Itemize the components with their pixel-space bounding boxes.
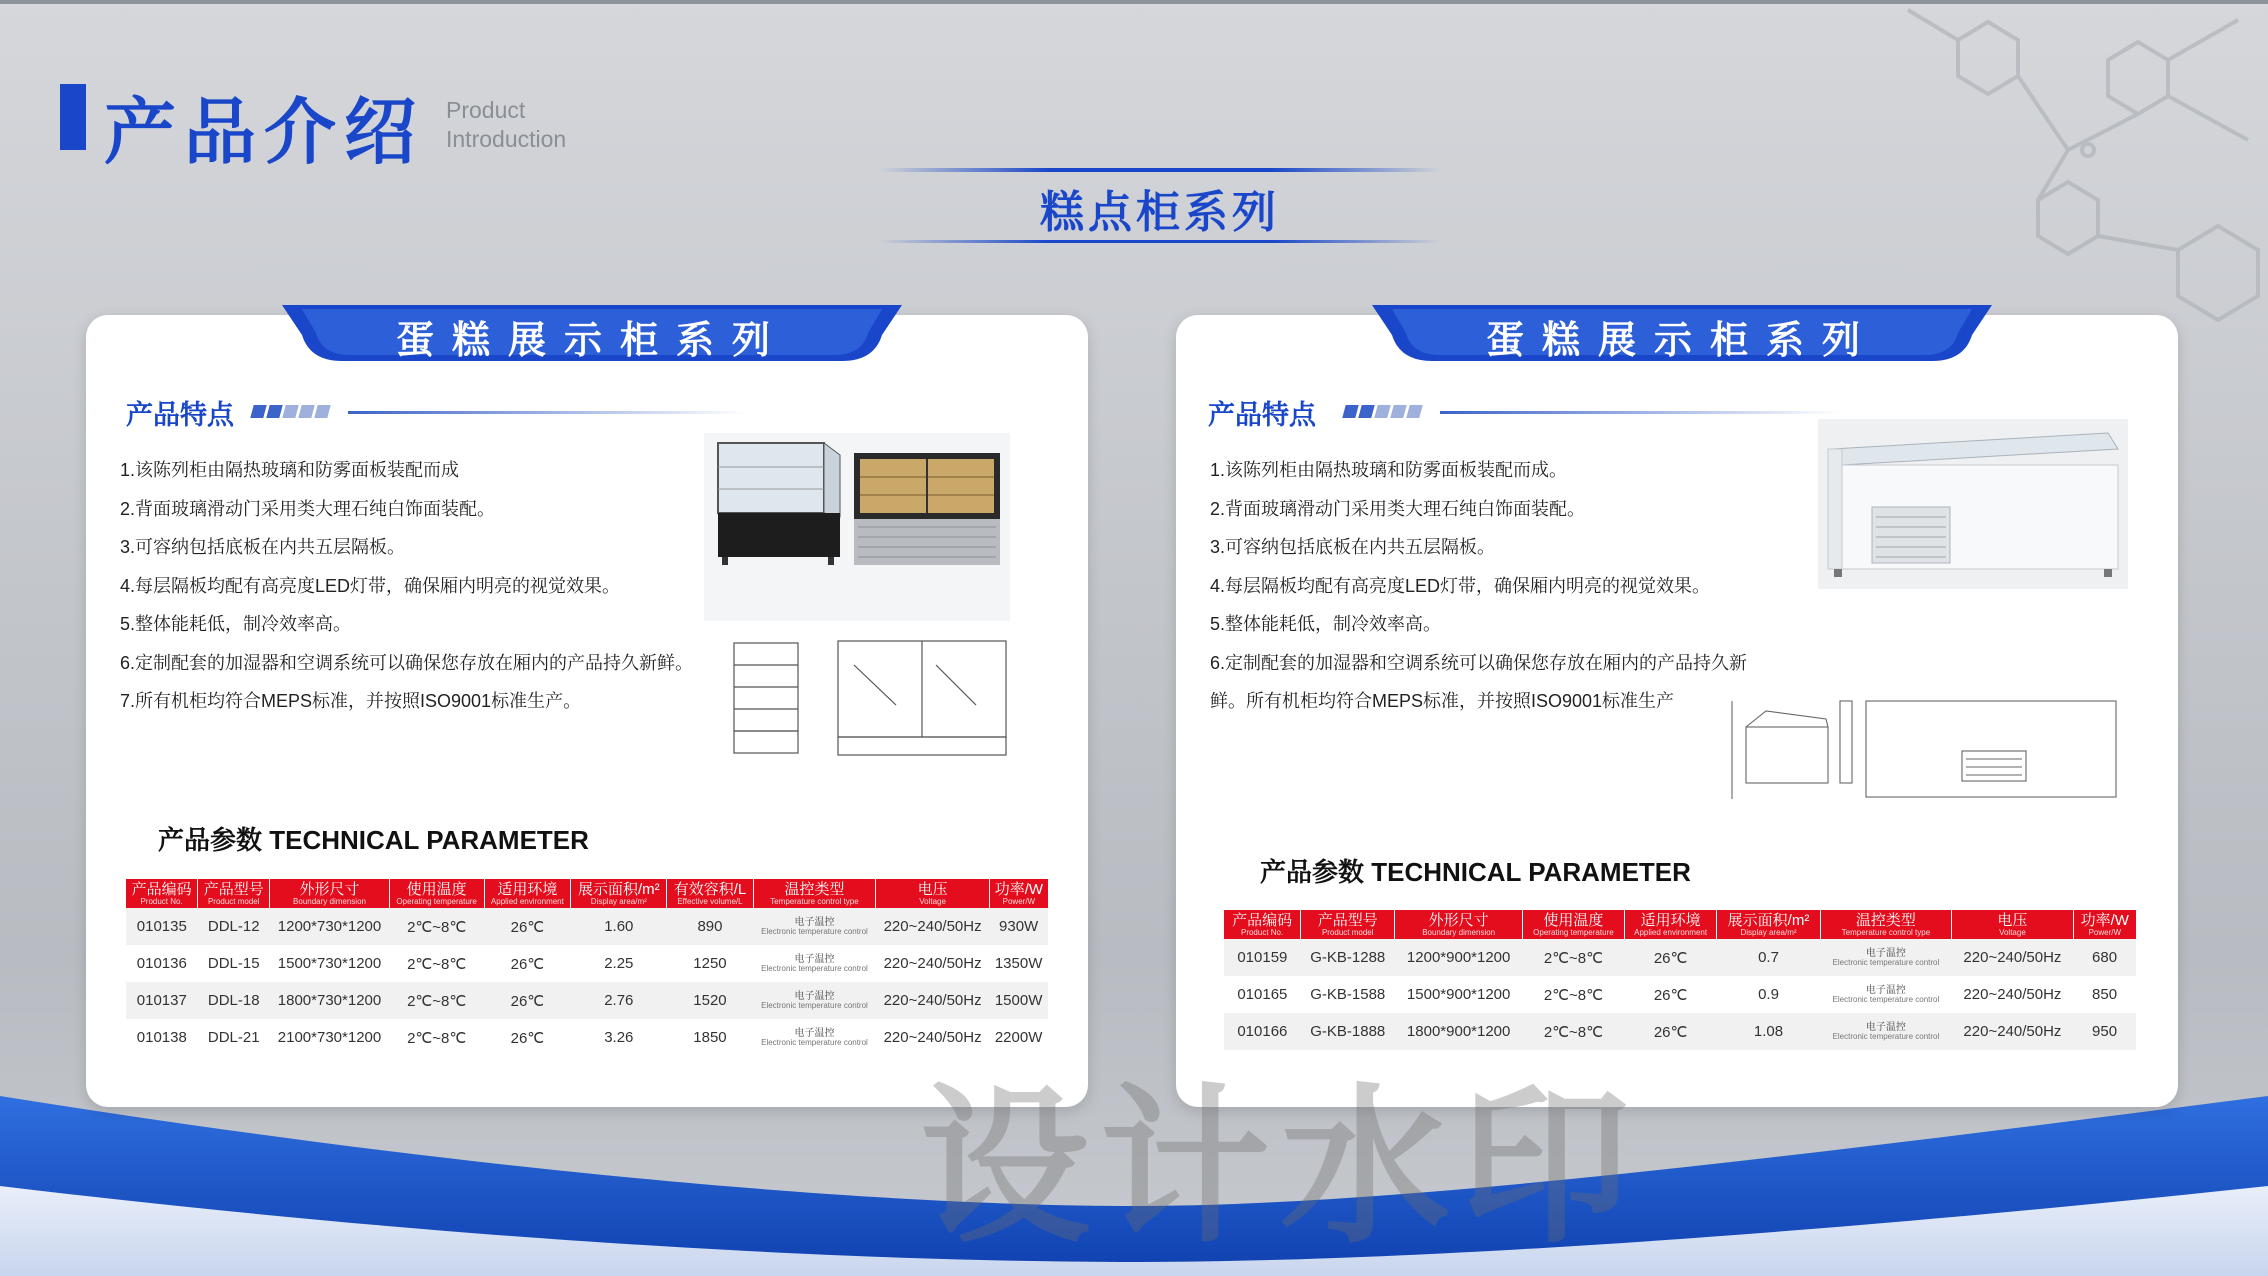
table-cell: 3.26	[571, 1019, 667, 1056]
table-cell: 26℃	[484, 908, 571, 945]
table-cell: 890	[667, 908, 753, 945]
series-line-bottom	[880, 240, 1440, 243]
table-cell: 1800*900*1200	[1395, 1013, 1523, 1050]
feature-item: 3.可容纳包括底板在内共五层隔板。	[1210, 537, 1496, 557]
column-header: 功率/W Power/W	[2073, 910, 2136, 939]
table-cell: 1850	[667, 1019, 753, 1056]
table-cell: 220~240/50Hz	[1952, 1013, 2073, 1050]
right-spec-table	[1224, 910, 2136, 1050]
table-cell: 26℃	[1624, 1013, 1717, 1050]
column-header: 温控类型 Temperature control type	[753, 879, 876, 908]
table-cell: 2℃~8℃	[1523, 939, 1625, 976]
feature-item: 6.定制配套的加湿器和空调系统可以确保您存放在厢内的产品持久新	[1210, 652, 1748, 673]
left-ribbon-title: 蛋糕展示柜系列	[395, 318, 788, 362]
table-cell: 1500*730*1200	[270, 945, 389, 982]
table-cell: 电子温控 Electronic temperature control	[753, 945, 876, 982]
table-row	[1224, 976, 2136, 1013]
column-header: 产品编码 Product No.	[126, 879, 198, 908]
feature-item: 4.每层隔板均配有高亮度LED灯带，确保厢内明亮的视觉效果。	[120, 575, 621, 596]
left-product-card	[86, 315, 1088, 1107]
right-product-photo	[1818, 419, 2128, 589]
feature-item: 鲜。所有机柜均符合MEPS标准，并按照ISO9001标准生产	[1210, 691, 1675, 711]
table-cell: 1500W	[989, 982, 1048, 1019]
table-cell: 010137	[126, 982, 198, 1019]
column-header: 有效容积/L Effective volume/L	[667, 879, 753, 908]
table-cell: 220~240/50Hz	[876, 982, 989, 1019]
right-ribbon-title: 蛋糕展示柜系列	[1485, 318, 1878, 362]
table-cell: 2℃~8℃	[389, 982, 484, 1019]
column-header: 电压 Voltage	[876, 879, 989, 908]
column-header: 展示面积/m² Display area/m²	[571, 879, 667, 908]
table-cell: 2.25	[571, 945, 667, 982]
column-header: 产品型号 Product model	[198, 879, 270, 908]
left-features-line	[348, 411, 748, 414]
table-row	[1224, 939, 2136, 976]
table-cell: 220~240/50Hz	[1952, 939, 2073, 976]
table-cell: G-KB-1288	[1301, 939, 1395, 976]
table-cell: DDL-15	[198, 945, 270, 982]
right-features-squares	[1344, 405, 1421, 418]
feature-item: 5.整体能耗低，制冷效率高。	[120, 614, 352, 634]
right-technical-drawing	[1726, 691, 2126, 813]
table-cell: 1800*730*1200	[270, 982, 389, 1019]
table-cell: 1500*900*1200	[1395, 976, 1523, 1013]
feature-item: 2.背面玻璃滑动门采用类大理石纯白饰面装配。	[1210, 498, 1586, 519]
page-title: 产品介绍	[104, 90, 425, 174]
table-cell: 220~240/50Hz	[1952, 976, 2073, 1013]
column-header: 展示面积/m² Display area/m²	[1717, 910, 1820, 939]
watermark-text: 设计水印	[920, 1067, 1641, 1267]
table-cell: 2℃~8℃	[1523, 1013, 1625, 1050]
right-param-title: 产品参数 TECHNICAL PARAMETER	[1260, 857, 1691, 887]
column-header: 温控类型 Temperature control type	[1820, 910, 1952, 939]
table-cell: G-KB-1588	[1301, 976, 1395, 1013]
table-cell: 电子温控 Electronic temperature control	[753, 1019, 876, 1056]
table-cell: 1.08	[1717, 1013, 1820, 1050]
column-header: 适用环境 Applied environment	[1624, 910, 1717, 939]
right-product-card	[1176, 315, 2178, 1107]
table-cell: 850	[2073, 976, 2136, 1013]
feature-item: 4.每层隔板均配有高亮度LED灯带，确保厢内明亮的视觉效果。	[1210, 575, 1711, 596]
table-cell: G-KB-1888	[1301, 1013, 1395, 1050]
left-technical-drawing	[726, 635, 1016, 767]
column-header: 功率/W Power/W	[989, 879, 1048, 908]
series-line-top	[880, 168, 1440, 172]
table-cell: 26℃	[1624, 976, 1717, 1013]
left-features-title: 产品特点	[126, 400, 234, 431]
subtitle-line-1: Product	[446, 97, 526, 123]
table-cell: DDL-12	[198, 908, 270, 945]
table-cell: 2℃~8℃	[1523, 976, 1625, 1013]
table-cell: 1250	[667, 945, 753, 982]
table-cell: 2℃~8℃	[389, 945, 484, 982]
feature-item: 1.该陈列柜由隔热玻璃和防雾面板装配而成。	[1210, 460, 1568, 480]
column-header: 产品编码 Product No.	[1224, 910, 1301, 939]
table-cell: 1520	[667, 982, 753, 1019]
table-cell: 010138	[126, 1019, 198, 1056]
table-cell: 220~240/50Hz	[876, 1019, 989, 1056]
column-header: 外形尺寸 Boundary dimension	[1395, 910, 1523, 939]
right-features-title: 产品特点	[1208, 400, 1316, 431]
table-cell: 26℃	[484, 1019, 571, 1056]
column-header: 使用温度 Operating temperature	[389, 879, 484, 908]
table-cell: 010165	[1224, 976, 1301, 1013]
left-features-squares	[252, 405, 329, 418]
table-cell: 010159	[1224, 939, 1301, 976]
feature-item: 1.该陈列柜由隔热玻璃和防雾面板装配而成	[120, 460, 460, 480]
table-cell: 2200W	[989, 1019, 1048, 1056]
left-param-title: 产品参数 TECHNICAL PARAMETER	[158, 825, 589, 855]
table-cell: 26℃	[484, 945, 571, 982]
table-cell: 2.76	[571, 982, 667, 1019]
left-features-list	[120, 451, 693, 721]
header-accent-bar	[60, 84, 86, 150]
table-cell: 2℃~8℃	[389, 908, 484, 945]
table-cell: 0.7	[1717, 939, 1820, 976]
column-header: 电压 Voltage	[1952, 910, 2073, 939]
table-cell: 1350W	[989, 945, 1048, 982]
table-cell: 010135	[126, 908, 198, 945]
table-header-row	[1224, 910, 2136, 939]
right-features-list	[1210, 451, 1747, 721]
table-cell: 010136	[126, 945, 198, 982]
table-cell: DDL-18	[198, 982, 270, 1019]
table-cell: 1200*900*1200	[1395, 939, 1523, 976]
table-cell: 1.60	[571, 908, 667, 945]
column-header: 产品型号 Product model	[1301, 910, 1395, 939]
column-header: 使用温度 Operating temperature	[1523, 910, 1625, 939]
table-cell: 电子温控 Electronic temperature control	[1820, 1013, 1952, 1050]
table-cell: 电子温控 Electronic temperature control	[753, 982, 876, 1019]
table-cell: 电子温控 Electronic temperature control	[753, 908, 876, 945]
table-cell: 26℃	[484, 982, 571, 1019]
table-cell: 2100*730*1200	[270, 1019, 389, 1056]
series-title: 糕点柜系列	[1040, 187, 1280, 238]
subtitle-line-2: Introduction	[446, 126, 567, 152]
table-cell: 0.9	[1717, 976, 1820, 1013]
table-header-row	[126, 879, 1048, 908]
table-cell: 电子温控 Electronic temperature control	[1820, 976, 1952, 1013]
table-cell: 010166	[1224, 1013, 1301, 1050]
table-cell: 930W	[989, 908, 1048, 945]
table-cell: 1200*730*1200	[270, 908, 389, 945]
feature-item: 6.定制配套的加湿器和空调系统可以确保您存放在厢内的产品持久新鲜。	[120, 652, 694, 673]
table-cell: DDL-21	[198, 1019, 270, 1056]
feature-item: 5.整体能耗低，制冷效率高。	[1210, 614, 1442, 634]
left-product-photo	[704, 433, 1010, 621]
table-row	[126, 1019, 1048, 1056]
feature-item: 2.背面玻璃滑动门采用类大理石纯白饰面装配。	[120, 498, 496, 519]
table-cell: 26℃	[1624, 939, 1717, 976]
molecule-decoration	[1708, 0, 2268, 340]
page-subtitle	[446, 96, 566, 154]
column-header: 外形尺寸 Boundary dimension	[270, 879, 389, 908]
table-row	[126, 982, 1048, 1019]
feature-item: 3.可容纳包括底板在内共五层隔板。	[120, 537, 406, 557]
table-cell: 220~240/50Hz	[876, 945, 989, 982]
table-cell: 2℃~8℃	[389, 1019, 484, 1056]
feature-item: 7.所有机柜均符合MEPS标准，并按照ISO9001标准生产。	[120, 691, 582, 711]
right-features-line	[1440, 411, 1840, 414]
table-cell: 950	[2073, 1013, 2136, 1050]
left-spec-table	[126, 879, 1048, 1056]
table-cell: 680	[2073, 939, 2136, 976]
table-cell: 电子温控 Electronic temperature control	[1820, 939, 1952, 976]
table-cell: 220~240/50Hz	[876, 908, 989, 945]
column-header: 适用环境 Applied environment	[484, 879, 571, 908]
table-row	[126, 908, 1048, 945]
table-row	[126, 945, 1048, 982]
